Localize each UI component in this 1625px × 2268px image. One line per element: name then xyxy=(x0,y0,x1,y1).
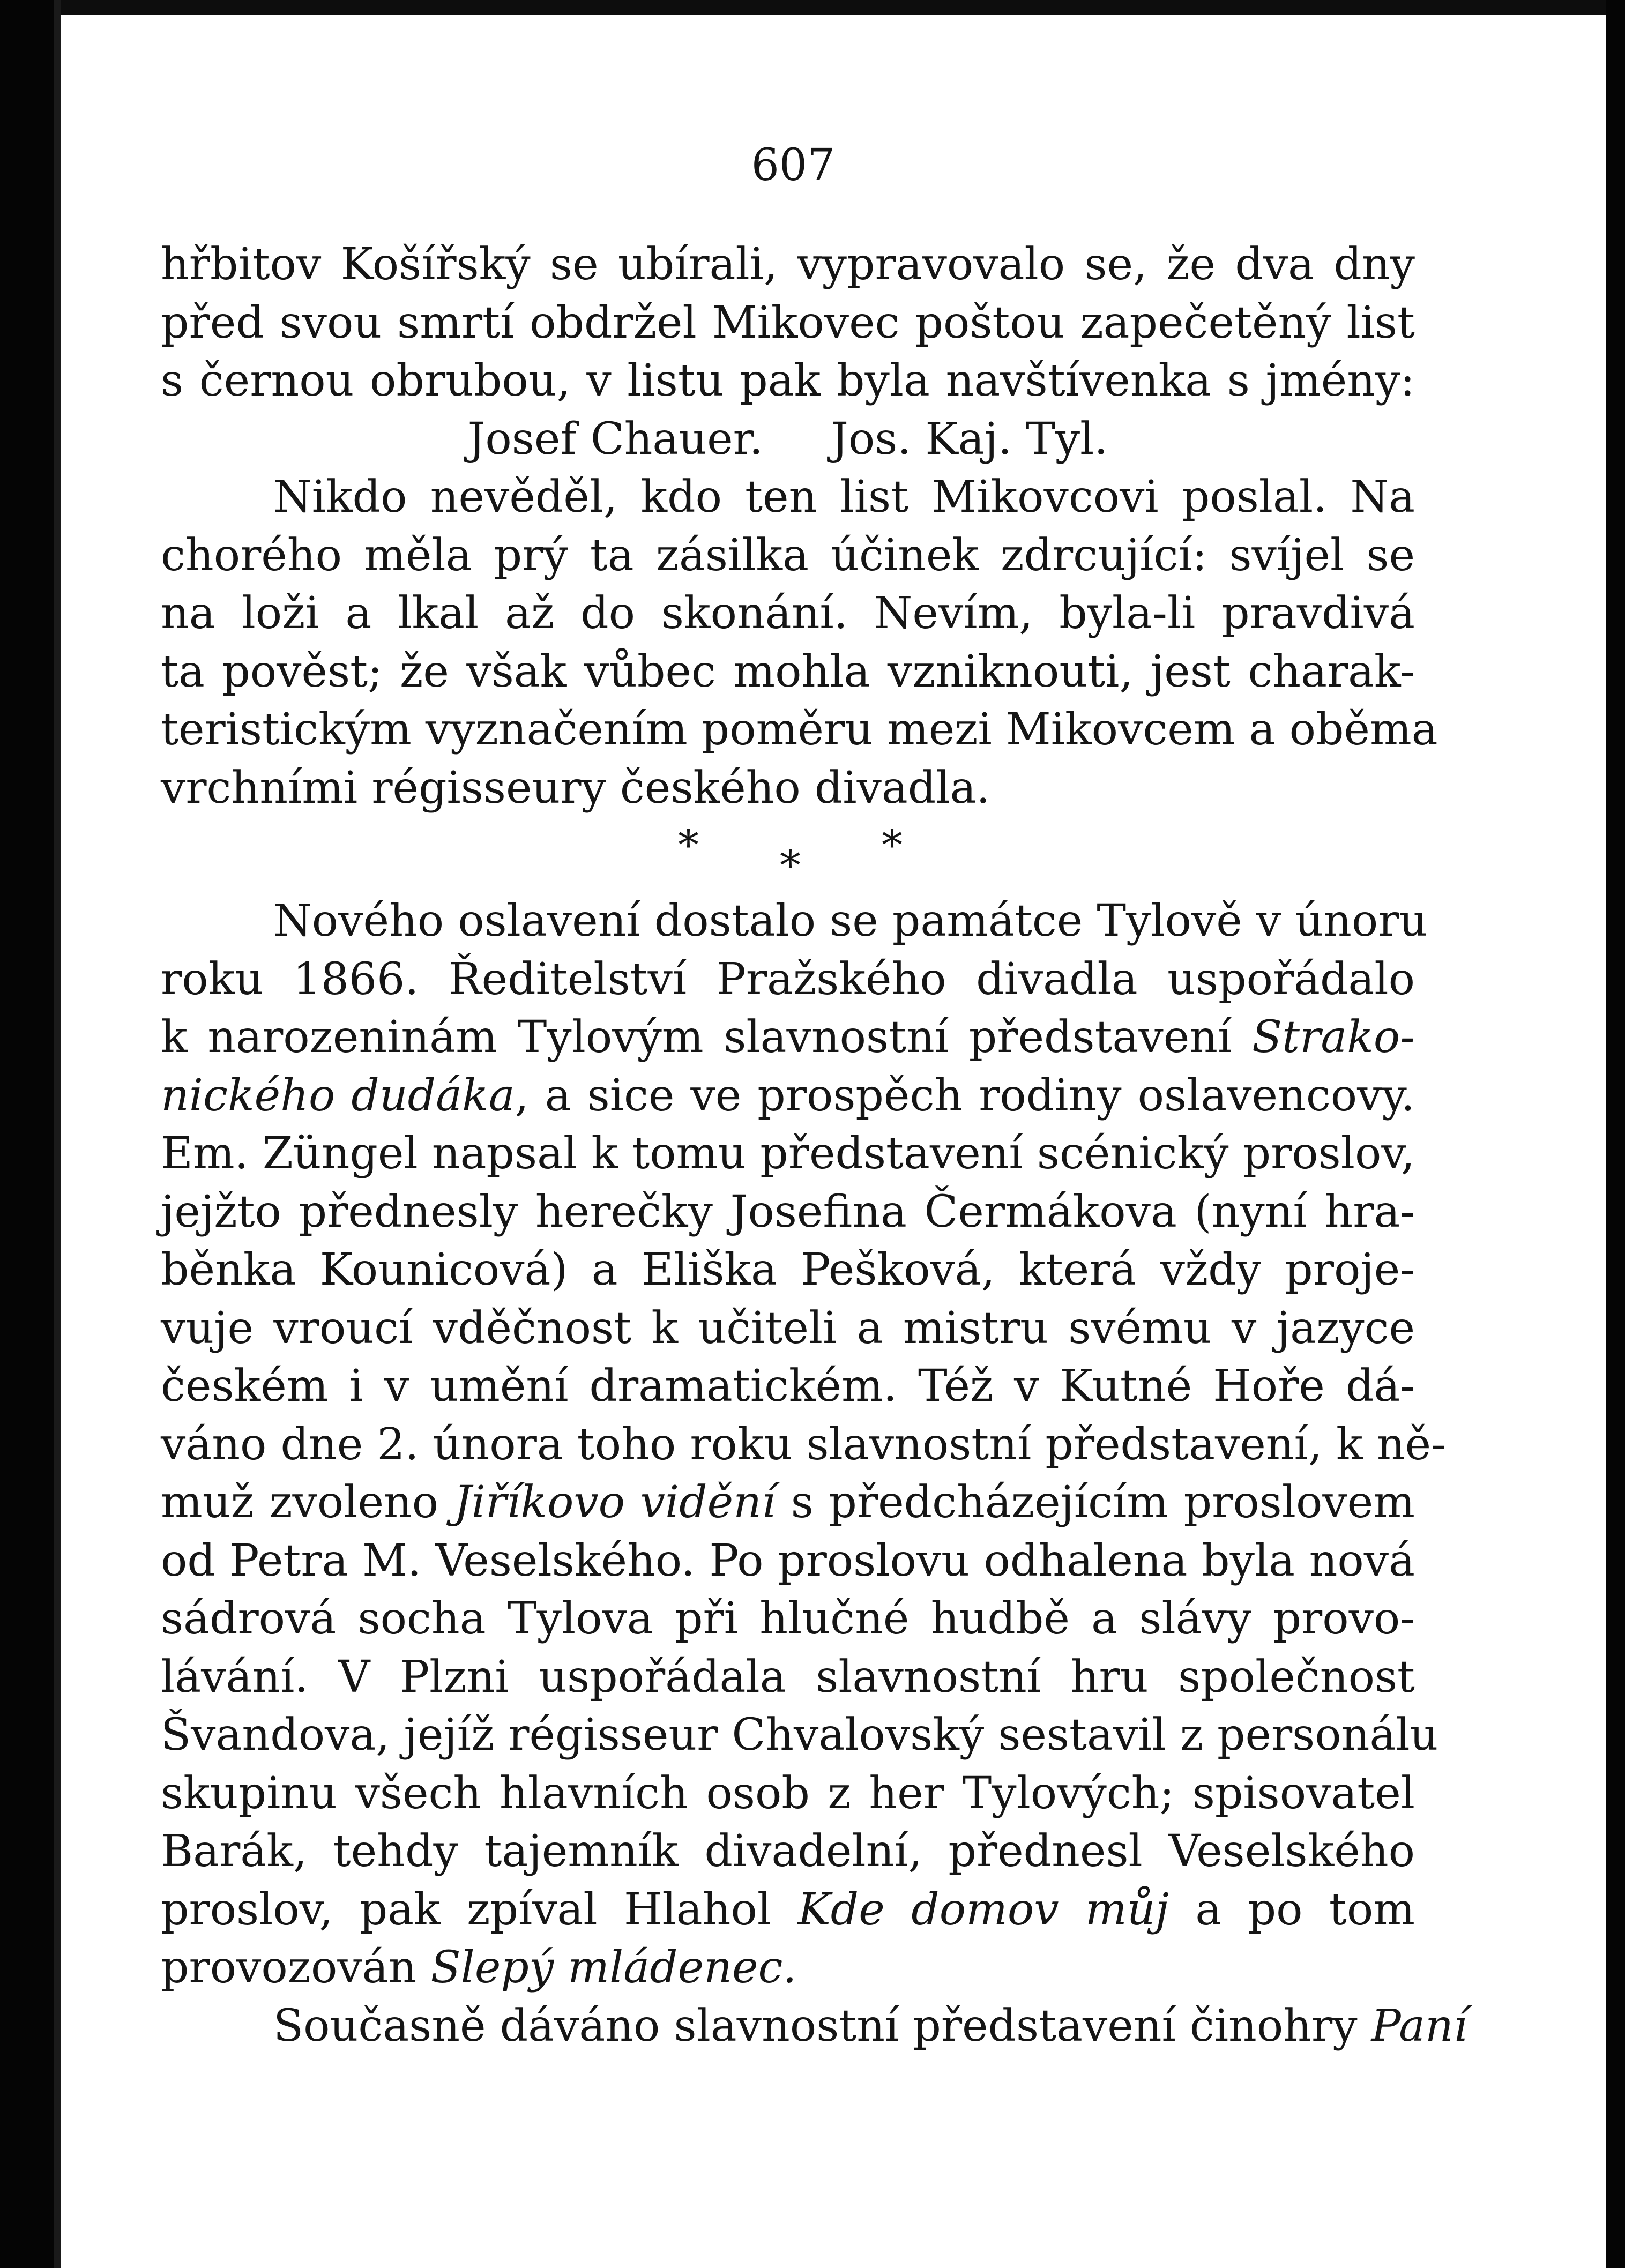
italic-title-dudaka: nického dudáka xyxy=(161,1070,515,1121)
text-span: proslov, pak zpíval Hlahol xyxy=(161,1884,772,1935)
text-line: vrchními régisseury českého divadla. xyxy=(161,762,990,814)
text-line: ta pověst; že však vůbec mohla vzniknouti, jest charak- xyxy=(161,646,1415,697)
name-chauer: Josef Chauer. xyxy=(467,413,763,465)
text-line: sádrová socha Tylova při hlučné hudbě a slávy provo- xyxy=(161,1593,1415,1644)
text-line: od Petra M. Veselského. Po proslovu odhalena byla nová xyxy=(161,1535,1415,1586)
italic-title-pani: Paní xyxy=(1371,2000,1468,2051)
text-line xyxy=(161,1474,1415,1532)
text-line xyxy=(161,1997,1468,2056)
text-line: roku 1866. Ředitelství Pražského divadla uspořádalo xyxy=(161,953,1415,1005)
scan-frame-left xyxy=(0,0,54,2268)
scan-frame-right xyxy=(1606,0,1625,2268)
text-span: Současně dáváno slavnostní představení činohry xyxy=(273,2000,1358,2051)
italic-title-jirikovo-videni: Jiříkovo vidění xyxy=(453,1477,776,1528)
text-line: s černou obrubou, v listu pak byla navštívenka s jmény: xyxy=(161,355,1415,406)
italic-title-slepy-mladenec: Slepý mládenec. xyxy=(430,1942,797,1993)
section-separator xyxy=(161,817,1415,892)
text-span: k narozeninám Tylovým slavnostní představení xyxy=(161,1012,1232,1063)
asterisk-middle: * xyxy=(780,842,801,890)
text-line: váno dne 2. února toho roku slavnostní představení, k ně- xyxy=(161,1419,1446,1470)
text-line: před svou smrtí obdržel Mikovec poštou zapečetěný list xyxy=(161,297,1415,348)
text-span: , a sice ve prospěch rodiny oslavencovy. xyxy=(515,1070,1415,1121)
text-line: Nikdo nevěděl, kdo ten list Mikovcovi poslal. Na xyxy=(273,472,1415,523)
name-tyl: Jos. Kaj. Tyl. xyxy=(830,413,1108,465)
text-span: s předcházejícím proslovem xyxy=(791,1477,1415,1528)
asterisk-right: * xyxy=(882,822,903,870)
text-line: hřbitov Košířský se ubírali, vypravovalo se, že dva dny xyxy=(161,239,1415,290)
text-span: muž zvoleno xyxy=(161,1477,439,1528)
text-line: lávání. V Plzni uspořádala slavnostní hru společnost xyxy=(161,1651,1415,1703)
text-line: na loži a lkal až do skonání. Nevím, byla-li pravdivá xyxy=(161,588,1415,639)
text-line xyxy=(161,1939,1415,1997)
page-text xyxy=(161,236,1468,2055)
text-span: provozován xyxy=(161,1942,417,1993)
text-line: jejžto přednesly herečky Josefina Čermákova (nyní hra- xyxy=(161,1186,1415,1237)
text-line xyxy=(161,1067,1415,1125)
text-line: běnka Kounicová) a Eliška Pešková, která vždy proje- xyxy=(161,1244,1415,1295)
paragraph-1 xyxy=(161,236,1415,411)
names-line xyxy=(161,411,1415,469)
text-line: Em. Züngel napsal k tomu představení scénický proslov, xyxy=(161,1128,1415,1179)
text-line: Barák, tehdy tajemník divadelní, přednesl Veselského xyxy=(161,1826,1415,1877)
text-line: Švandova, jejíž régisseur Chvalovský sestavil z personálu xyxy=(161,1710,1438,1760)
text-line xyxy=(161,1009,1415,1067)
paragraph-4 xyxy=(161,1997,1468,2056)
text-line: skupinu všech hlavních osob z her Tylových; spisovatel xyxy=(161,1767,1415,1819)
text-line xyxy=(161,1881,1415,1939)
page-number: 607 xyxy=(751,140,836,191)
text-line: vuje vroucí vděčnost k učiteli a mistru svému v jazyce xyxy=(161,1302,1415,1354)
text-line: českém i v umění dramatickém. Též v Kutné Hoře dá- xyxy=(161,1361,1415,1412)
text-line: Nového oslavení dostalo se památce Tylově v únoru xyxy=(273,896,1428,946)
asterisk-left: * xyxy=(678,822,699,870)
text-line: teristickým vyznačením poměru mezi Mikovcem a oběma xyxy=(161,704,1438,755)
text-line: chorého měla prý ta zásilka účinek zdrcující: svíjel se xyxy=(161,529,1415,581)
scan-frame-left-edge xyxy=(54,0,61,2268)
scan-frame-top xyxy=(0,0,1625,15)
text-span: a po tom xyxy=(1195,1884,1415,1935)
paragraph-2 xyxy=(161,468,1438,817)
paragraph-3 xyxy=(161,892,1446,1997)
italic-title-kde-domov-muj: Kde domov můj xyxy=(797,1884,1169,1935)
italic-title-strakonickeho: Strako- xyxy=(1252,1012,1415,1063)
